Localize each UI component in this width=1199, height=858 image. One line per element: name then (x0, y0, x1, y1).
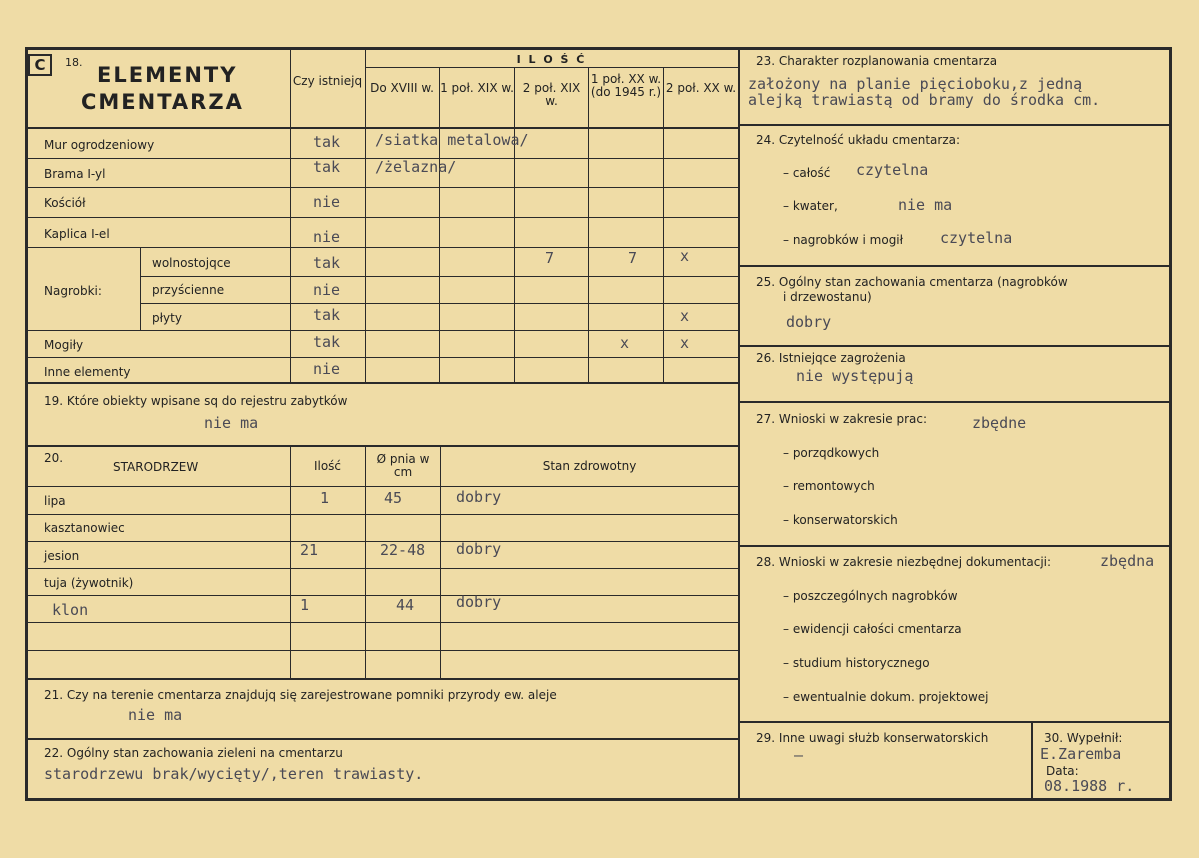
exists-value: nie (313, 228, 341, 246)
s20-row-line (28, 622, 738, 623)
s28-label: 28. Wnioski w zakresie niezbędnej dokumentacji: (756, 555, 1052, 569)
s25-top-line (738, 265, 1172, 267)
col-header-period-2: 1 poł. XIX w. (440, 81, 514, 95)
s18-vline-exists (290, 50, 291, 382)
s23-value-line2: alejką trawiastą od bramy do środka cm. (748, 91, 1101, 109)
s20-col-qty: Ilość (313, 459, 342, 473)
col-header-exists: Czy istniejq (292, 74, 363, 88)
s19-value: nie ma (204, 414, 259, 432)
s24-item-label: – całość (783, 166, 831, 180)
s20-row-line (28, 568, 738, 569)
s24-item-label: – kwater, (783, 199, 838, 213)
row-label-plyty: płyty (152, 311, 182, 325)
s25-value: dobry (786, 313, 832, 331)
row-label-kosciol: Kościół (44, 196, 86, 210)
s18-row-line (140, 276, 738, 277)
row-label-mur: Mur ogrodzeniowy (44, 138, 155, 152)
s20-col-health: Stan zdrowotny (542, 459, 637, 473)
s24-item-label: – nagrobków i mogił (783, 233, 904, 247)
s20-vline (365, 445, 366, 678)
tree-diam: 44 (396, 596, 415, 614)
col-header-ilosc: I L O Ś Ć (516, 53, 587, 66)
s22-label: 22. Ogólny stan zachowania zieleni na cmentarzu (44, 746, 343, 760)
s18-row-line (28, 357, 738, 358)
s18-ilosc-line (365, 67, 738, 68)
brama-note: /żelazna/ (375, 158, 457, 176)
s20-row-line (28, 650, 738, 651)
exists-value: tak (313, 254, 341, 272)
s27-item: – konserwatorskich (783, 513, 898, 527)
s18-row-line (140, 303, 738, 304)
col-header-period-1: Do XVIII w. (370, 81, 434, 95)
s18-vline-3 (514, 68, 515, 382)
s18-row-line (28, 217, 738, 218)
count-cell: x (680, 307, 690, 325)
s27-label: 27. Wnioski w zakresie prac: (756, 412, 928, 426)
s29-top-line (738, 721, 1172, 723)
s20-row-line (28, 486, 738, 487)
nagrobki-label: Nagrobki: (44, 284, 102, 298)
section-code-box: C (28, 54, 52, 76)
s23-label: 23. Charakter rozplanowania cmentarza (756, 54, 998, 68)
column-divider (738, 47, 740, 801)
tree-name: tuja (żywotnik) (44, 576, 134, 590)
s27-item: – remontowych (783, 479, 875, 493)
col-header-period-4: 1 poł. XX w. (do 1945 r.) (590, 72, 662, 99)
s28-item: – poszczególnych nagrobków (783, 589, 958, 603)
nagrobki-vline (140, 247, 141, 330)
s28-item: – ewidencji całości cmentarza (783, 622, 962, 636)
s25-label-line1: 25. Ogólny stan zachowania cmentarza (nagrobków (756, 275, 1068, 289)
row-label-przyscienne: przyścienne (152, 283, 225, 297)
tree-name: jesion (44, 549, 80, 563)
row-label-brama: Brama I-yl (44, 167, 106, 181)
s20-number: 20. (44, 451, 64, 465)
exists-value: nie (313, 360, 341, 378)
exists-value: nie (313, 281, 341, 299)
col-header-period-5: 2 poł. XX w. (665, 81, 737, 95)
s24-item-value: czytelna (856, 161, 929, 179)
s23-value-line1: założony na planie pięcioboku,z jedną (748, 75, 1083, 93)
s29-label: 29. Inne uwagi służb konserwatorskich (756, 731, 989, 745)
s30-divider (1031, 721, 1033, 801)
s20-row-line (28, 595, 738, 596)
s28-top-line (738, 545, 1172, 547)
s27-top-line (738, 401, 1172, 403)
tree-health: dobry (456, 593, 502, 611)
s20-vline (290, 445, 291, 678)
s26-value: nie występują (796, 367, 914, 385)
count-cell: x (680, 334, 690, 352)
exists-value: tak (313, 306, 341, 324)
count-cell: 7 (545, 249, 555, 267)
s19-label: 19. Które obiekty wpisane sq do rejestru zabytków (44, 394, 348, 408)
s18-vline-4 (588, 68, 589, 382)
s18-title-line1: ELEMENTY (97, 63, 238, 87)
s26-label: 26. Istniejqce zagrożenia (756, 351, 906, 365)
row-label-kaplica: Kaplica I-el (44, 227, 110, 241)
s22-value: starodrzewu brak/wycięty/,teren trawiasty. (44, 765, 424, 783)
s22-top-line (28, 738, 738, 740)
s26-top-line (738, 345, 1172, 347)
s28-value: zbędna (1100, 552, 1155, 570)
s24-item-value: czytelna (940, 229, 1013, 247)
exists-value: nie (313, 193, 341, 211)
s18-vline-1 (365, 50, 366, 382)
s20-col-diam: Ø pnia w cm (376, 452, 430, 479)
s29-value: – (794, 746, 804, 764)
s21-label: 21. Czy na terenie cmentarza znajdujq się zarejestrowane pomniki przyrody ew. aleje (44, 688, 557, 702)
s25-label-line2: i drzewostanu) (783, 290, 872, 304)
tree-name: klon (52, 601, 89, 619)
tree-name: lipa (44, 494, 66, 508)
s24-top-line (738, 124, 1172, 126)
s18-vline-5 (663, 68, 664, 382)
exists-value: tak (313, 158, 341, 176)
s18-row-line (28, 187, 738, 188)
tree-diam: 22-48 (380, 541, 426, 559)
s21-value: nie ma (128, 706, 183, 724)
s30-date-label: Data: (1046, 764, 1079, 778)
s18-number: 18. (65, 56, 83, 69)
tree-qty: 21 (300, 541, 319, 559)
s18-row-line (28, 247, 738, 248)
s18-header-line (28, 127, 738, 129)
count-cell: x (620, 334, 630, 352)
s21-top-line (28, 678, 738, 680)
row-label-mogily: Mogiły (44, 338, 84, 352)
mur-note: /siatka metalowa/ (375, 131, 529, 149)
s30-name: E.Zaremba (1040, 745, 1122, 763)
s28-item: – ewentualnie dokum. projektowej (783, 690, 989, 704)
s18-vline-2 (439, 68, 440, 382)
s20-vline (440, 445, 441, 678)
tree-health: dobry (456, 488, 502, 506)
s20-top-line (28, 445, 738, 447)
count-cell: x (680, 247, 690, 265)
row-label-wolnostojace: wolnostojqce (152, 256, 231, 270)
s18-row-line (28, 330, 738, 331)
count-cell: 7 (628, 249, 638, 267)
col-header-period-3: 2 poł. XIX w. (522, 81, 581, 108)
s24-label: 24. Czytelność układu cmentarza: (756, 133, 961, 147)
exists-value: tak (313, 333, 341, 351)
tree-diam: 45 (384, 489, 403, 507)
tree-qty: 1 (300, 596, 310, 614)
exists-value: tak (313, 133, 341, 151)
s30-date: 08.1988 r. (1044, 777, 1135, 795)
s20-title: STARODRZEW (113, 460, 199, 474)
s19-top-line (28, 382, 738, 384)
tree-qty: 1 (320, 489, 330, 507)
s18-title-line2: CMENTARZA (81, 90, 244, 114)
tree-health: dobry (456, 540, 502, 558)
s20-row-line (28, 514, 738, 515)
tree-name: kasztanowiec (44, 521, 125, 535)
s27-item: – porzqdkowych (783, 446, 880, 460)
s24-item-value: nie ma (898, 196, 953, 214)
row-label-inne: Inne elementy (44, 365, 131, 379)
s28-item: – studium historycznego (783, 656, 930, 670)
s27-value: zbędne (972, 414, 1027, 432)
s30-label: 30. Wypełnił: (1044, 731, 1123, 745)
